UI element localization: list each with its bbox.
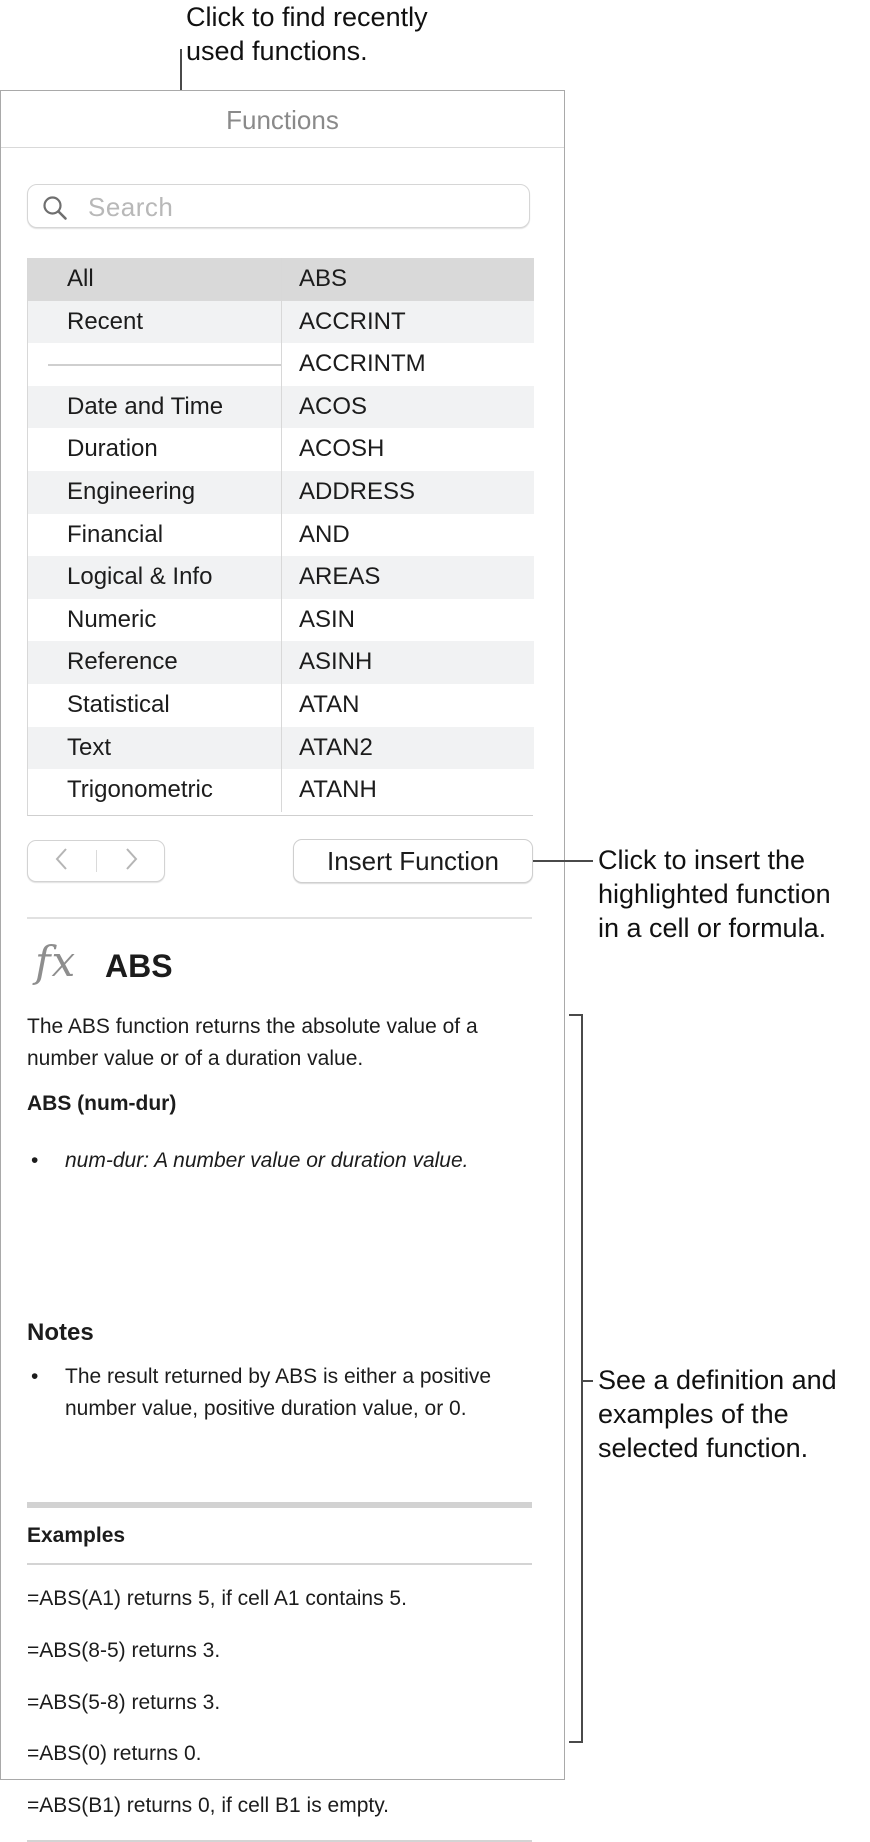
callout-definition-line-3: selected function.	[598, 1433, 809, 1463]
category-item-financial[interactable]: Financial	[67, 520, 164, 548]
forward-button[interactable]	[97, 841, 165, 881]
callout-insert-line-1: Click to insert the	[598, 845, 806, 875]
function-item-areas[interactable]: AREAS	[282, 556, 534, 599]
search-input[interactable]	[86, 189, 510, 225]
function-description: The ABS function returns the absolute value of a number value or of a duration value.	[27, 1015, 478, 1070]
chevron-right-icon	[124, 847, 138, 876]
panel-title: Functions	[226, 105, 339, 135]
callout-recent-line-1: Click to find recently	[186, 2, 428, 32]
category-item-numeric[interactable]: Numeric	[67, 605, 157, 633]
function-item-asin[interactable]: ASIN	[299, 605, 356, 633]
examples-heading-rule	[27, 1563, 532, 1565]
function-item-address[interactable]: ADDRESS	[282, 471, 534, 514]
example-line: =ABS(B1) returns 0, if cell B1 is empty.	[27, 1794, 389, 1817]
function-item-atan2[interactable]: ATAN2	[282, 727, 534, 770]
category-item-duration[interactable]: Duration	[67, 435, 158, 463]
examples-heading: Examples	[27, 1524, 126, 1547]
notes-heading: Notes	[27, 1319, 94, 1346]
function-item-and[interactable]: AND	[299, 520, 350, 548]
category-item-date-and-time[interactable]: Date and Time	[28, 386, 281, 429]
function-item-acosh[interactable]: ACOSH	[299, 435, 385, 463]
function-item-atan[interactable]: ATAN	[299, 690, 360, 718]
callout-insert-pointer	[533, 860, 593, 862]
param-text: num-dur: A number value or duration value.	[65, 1149, 469, 1172]
note-text: The result returned by ABS is either a positive number value, positive duration value, or 0.	[65, 1365, 492, 1420]
callout-bracket-bottom	[569, 1741, 583, 1743]
callout-definition	[598, 1363, 837, 1465]
category-item-text[interactable]: Text	[28, 727, 281, 770]
title-divider	[1, 147, 564, 148]
history-nav	[27, 840, 165, 882]
callout-bracket-spine	[581, 1014, 583, 1743]
function-item-asinh[interactable]: ASINH	[282, 641, 534, 684]
callout-insert	[598, 843, 831, 945]
function-item-acos[interactable]: ACOS	[282, 386, 534, 429]
callout-insert-line-2: highlighted function	[598, 879, 831, 909]
category-item-all[interactable]: All	[28, 258, 281, 301]
bullet: •	[31, 1149, 39, 1172]
function-browser	[27, 258, 533, 816]
example-line: =ABS(8-5) returns 3.	[27, 1639, 221, 1662]
category-list	[28, 258, 281, 812]
example-line: =ABS(0) returns 0.	[27, 1742, 202, 1765]
functions-panel	[0, 90, 565, 1817]
callout-definition-line-2: examples of the	[598, 1399, 789, 1429]
callout-bracket-tick	[581, 1380, 593, 1382]
chevron-left-icon	[55, 847, 69, 876]
category-item-engineering[interactable]: Engineering	[28, 471, 281, 514]
example-line: =ABS(5-8) returns 3.	[27, 1691, 221, 1714]
category-item-statistical[interactable]: Statistical	[67, 690, 170, 718]
category-item-logical-info[interactable]: Logical & Info	[28, 556, 281, 599]
callout-recent	[186, 0, 428, 68]
function-list	[281, 258, 534, 812]
category-item-reference[interactable]: Reference	[28, 641, 281, 684]
search-field[interactable]	[27, 184, 530, 228]
function-item-abs[interactable]: ABS	[282, 258, 534, 301]
examples-divider	[27, 1502, 532, 1508]
function-syntax: ABS (num-dur)	[27, 1092, 177, 1115]
category-item-recent[interactable]: Recent	[28, 301, 281, 344]
bullet: •	[31, 1365, 39, 1388]
callout-insert-line-3: in a cell or formula.	[598, 913, 827, 943]
function-item-accrint[interactable]: ACCRINT	[282, 301, 534, 344]
function-item-accrintm[interactable]: ACCRINTM	[299, 350, 426, 378]
fx-icon: fx	[35, 937, 77, 986]
example-line: =ABS(A1) returns 5, if cell A1 contains 5.	[27, 1587, 407, 1610]
insert-function-button[interactable]: Insert Function	[293, 839, 533, 883]
function-name: ABS	[105, 948, 173, 984]
definition-divider	[27, 917, 532, 919]
category-item-trigonometric[interactable]: Trigonometric	[67, 776, 213, 804]
back-button[interactable]	[28, 841, 96, 881]
callout-definition-line-1: See a definition and	[598, 1365, 837, 1395]
category-separator	[28, 343, 281, 386]
function-item-atanh[interactable]: ATANH	[299, 776, 377, 804]
callout-recent-line-2: used functions.	[186, 36, 368, 66]
